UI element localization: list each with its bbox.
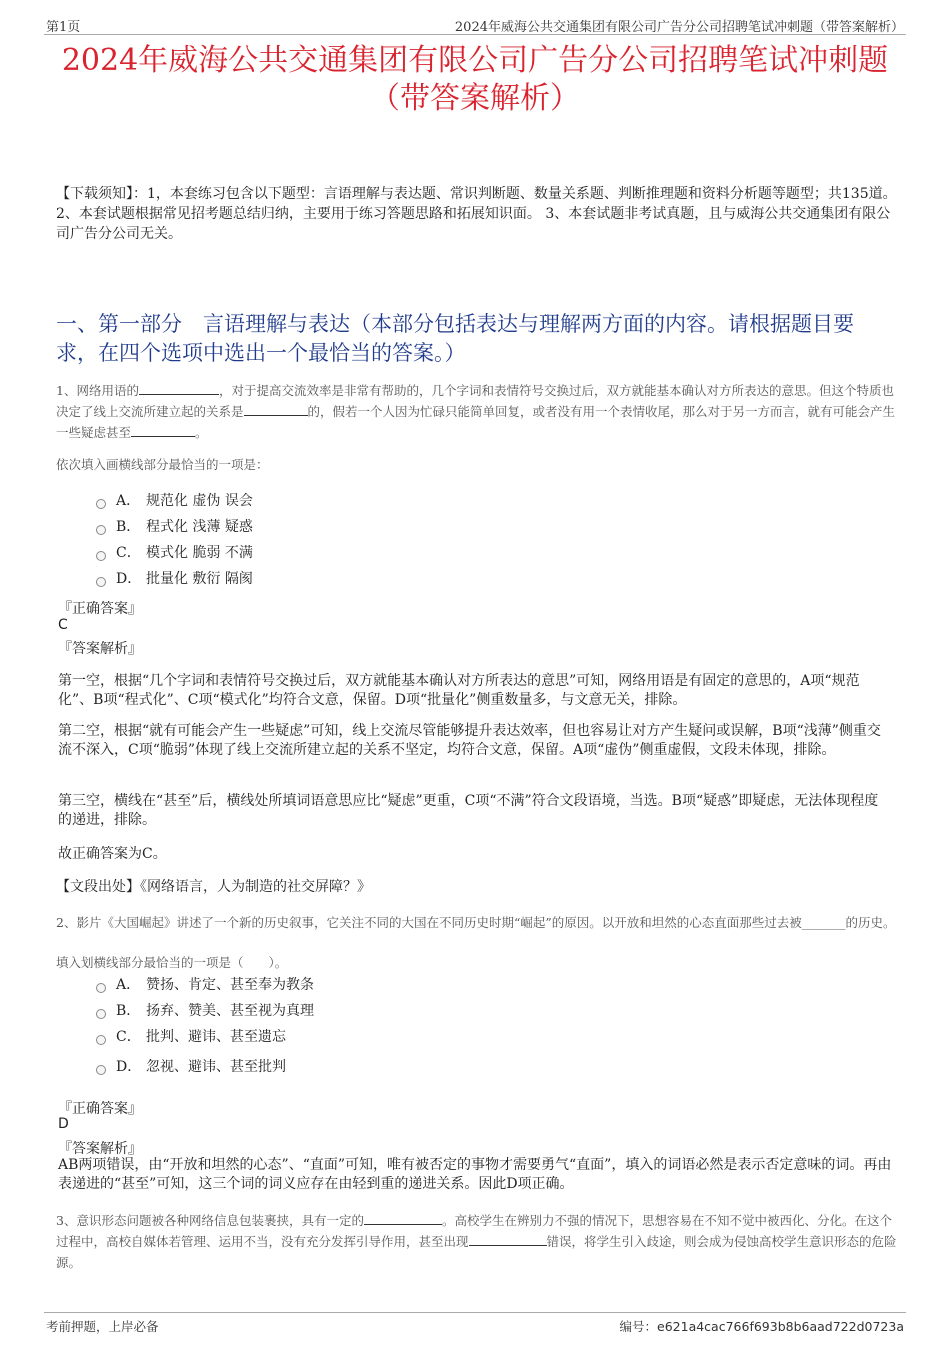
title-line-1: 2024年威海公共交通集团有限公司广告分公司招聘笔试冲刺题 bbox=[61, 43, 889, 78]
q1-option-a[interactable]: A． 规范化 虚伪 误会 bbox=[96, 490, 253, 512]
blank-2 bbox=[244, 402, 308, 416]
radio-icon[interactable] bbox=[96, 525, 106, 535]
q2-answer: D bbox=[58, 1116, 69, 1132]
radio-icon[interactable] bbox=[96, 577, 106, 587]
question-2-prompt: 填入划横线部分最恰当的一项是（ ）。 bbox=[56, 955, 288, 970]
q1-option-d[interactable]: D． 批量化 敷衍 隔阂 bbox=[96, 568, 253, 590]
page-number: 第1页 bbox=[46, 20, 81, 35]
page-footer bbox=[44, 1312, 906, 1337]
section-heading: 一、第一部分 言语理解与表达（本部分包括表达与理解两方面的内容。请根据题目要求，在四个选项中选出一个最恰当的答案。） bbox=[56, 312, 854, 365]
blank-2 bbox=[469, 1232, 547, 1246]
download-notice: 【下载须知】：1，本套练习包含以下题型：言语理解与表达题、常识判断题、数量关系题、判断推理题和资料分析题等题型；共135道。 2、本套试题根据常见招考题总结归纳，主要用于练习答题思路和拓展知识面。 3、本套试题非考试真题，且与威海公共交通集团有限公司广告分公司无关。 bbox=[56, 186, 897, 242]
radio-icon[interactable] bbox=[96, 983, 106, 993]
page-header bbox=[44, 14, 906, 35]
footer-slogan: 考前押题，上岸必备 bbox=[46, 1319, 159, 1334]
q1-analysis-para-2: 第二空，根据“就有可能会产生一些疑虑”可知，线上交流尽管能够提升表达效率，但也容易让对方产生疑问或误解，B项“浅薄”侧重交流不深入，C项“脆弱”体现了线上交流所建立起的关系不坚定，均符合文意，保留。A项“虚伪”侧重虚假，文段未体现，排除。 bbox=[58, 723, 881, 758]
q2-analysis: AB两项错误，由“开放和坦然的心态”、“直面”可知，唯有被否定的事物才需要勇气“直面”，填入的词语必然是表示否定意味的词。再由表递进的“甚至”可知，这三个词的词义应存在由轻到重的递进关系。因此D项正确。 bbox=[58, 1157, 892, 1192]
radio-icon[interactable] bbox=[96, 1065, 106, 1075]
document-title bbox=[30, 42, 920, 118]
title-line-2: （带答案解析） bbox=[370, 81, 580, 116]
q1-conclusion: 故正确答案为C。 bbox=[58, 846, 167, 862]
radio-icon[interactable] bbox=[96, 499, 106, 509]
radio-icon[interactable] bbox=[96, 551, 106, 561]
header-doc-title: 2024年威海公共交通集团有限公司广告分公司招聘笔试冲刺题（带答案解析） bbox=[454, 20, 904, 35]
q1-option-b[interactable]: B． 程式化 浅薄 疑惑 bbox=[96, 516, 253, 538]
q2-option-a[interactable]: A． 赞扬、肯定、甚至奉为教条 bbox=[96, 974, 314, 996]
blank-1 bbox=[139, 381, 219, 395]
question-2-stem: 2、影片《大国崛起》讲述了一个新的历史叙事，它关注不同的大国在不同历史时期“崛起”的原因。以开放和坦然的心态直面那些过去被_______的历史。 bbox=[56, 915, 896, 930]
q1-answer: C bbox=[58, 617, 68, 633]
q2-option-b[interactable]: B． 扬弃、赞美、甚至视为真理 bbox=[96, 1000, 314, 1022]
question-3-stem: 3、意识形态问题被各种网络信息包装裹挟，具有一定的 。高校学生在辨别力不强的情况下，思想容易在不知不觉中被西化、分化。在这个过程中，高校自媒体若管理、运用不当，没有充分发挥引导作用，甚至出现 错误，将学生引入歧途，则会成为侵蚀高校学生意识形态的危险源。 bbox=[56, 1213, 897, 1270]
q2-answer-label: 『正确答案』 bbox=[58, 1101, 142, 1117]
blank-1 bbox=[364, 1211, 442, 1225]
q1-option-c[interactable]: C． 模式化 脆弱 不满 bbox=[96, 542, 253, 564]
radio-icon[interactable] bbox=[96, 1035, 106, 1045]
q1-analysis-label: 『答案解析』 bbox=[58, 641, 142, 657]
footer-doc-id: 编号：e621a4cac766f693b8b6aad722d0723a bbox=[619, 1319, 904, 1334]
q1-answer-label: 『正确答案』 bbox=[58, 601, 142, 617]
q1-analysis-para-3: 第三空，横线在“甚至”后，横线处所填词语意思应比“疑虑”更重，C项“不满”符合文段语境，当选。B项“疑惑”即疑虑，无法体现程度的递进，排除。 bbox=[58, 793, 879, 828]
blank-3 bbox=[131, 423, 195, 437]
q1-source: 【文段出处】《网络语言，人为制造的社交屏障？》 bbox=[56, 879, 371, 895]
question-1-stem: 1、网络用语的 ，对于提高交流效率是非常有帮助的，几个字词和表情符号交换过后，双方就能基本确认对方所表达的意思。但这个特质也决定了线上交流所建立起的关系是 的，假若一个人因为忙碌只能简单回复，或者没有用一个表情收尾，那么对于另一方而言，就有可能会产生一些疑虑甚至 。 bbox=[56, 383, 896, 440]
question-1-prompt: 依次填入画横线部分最恰当的一项是： bbox=[56, 457, 269, 472]
q2-option-c[interactable]: C． 批判、避讳、甚至遗忘 bbox=[96, 1026, 286, 1048]
q2-option-d[interactable]: D． 忽视、避讳、甚至批判 bbox=[96, 1056, 286, 1078]
q1-analysis-para-1: 第一空，根据“几个字词和表情符号交换过后，双方就能基本确认对方所表达的意思”可知，网络用语是有固定的意思的，A项“规范化”、B项“程式化”、C项“模式化”均符合文意，保留。D项“批量化”侧重数量多，与文意无关，排除。 bbox=[58, 673, 860, 708]
q2-analysis-label: 『答案解析』 bbox=[58, 1141, 142, 1157]
radio-icon[interactable] bbox=[96, 1009, 106, 1019]
